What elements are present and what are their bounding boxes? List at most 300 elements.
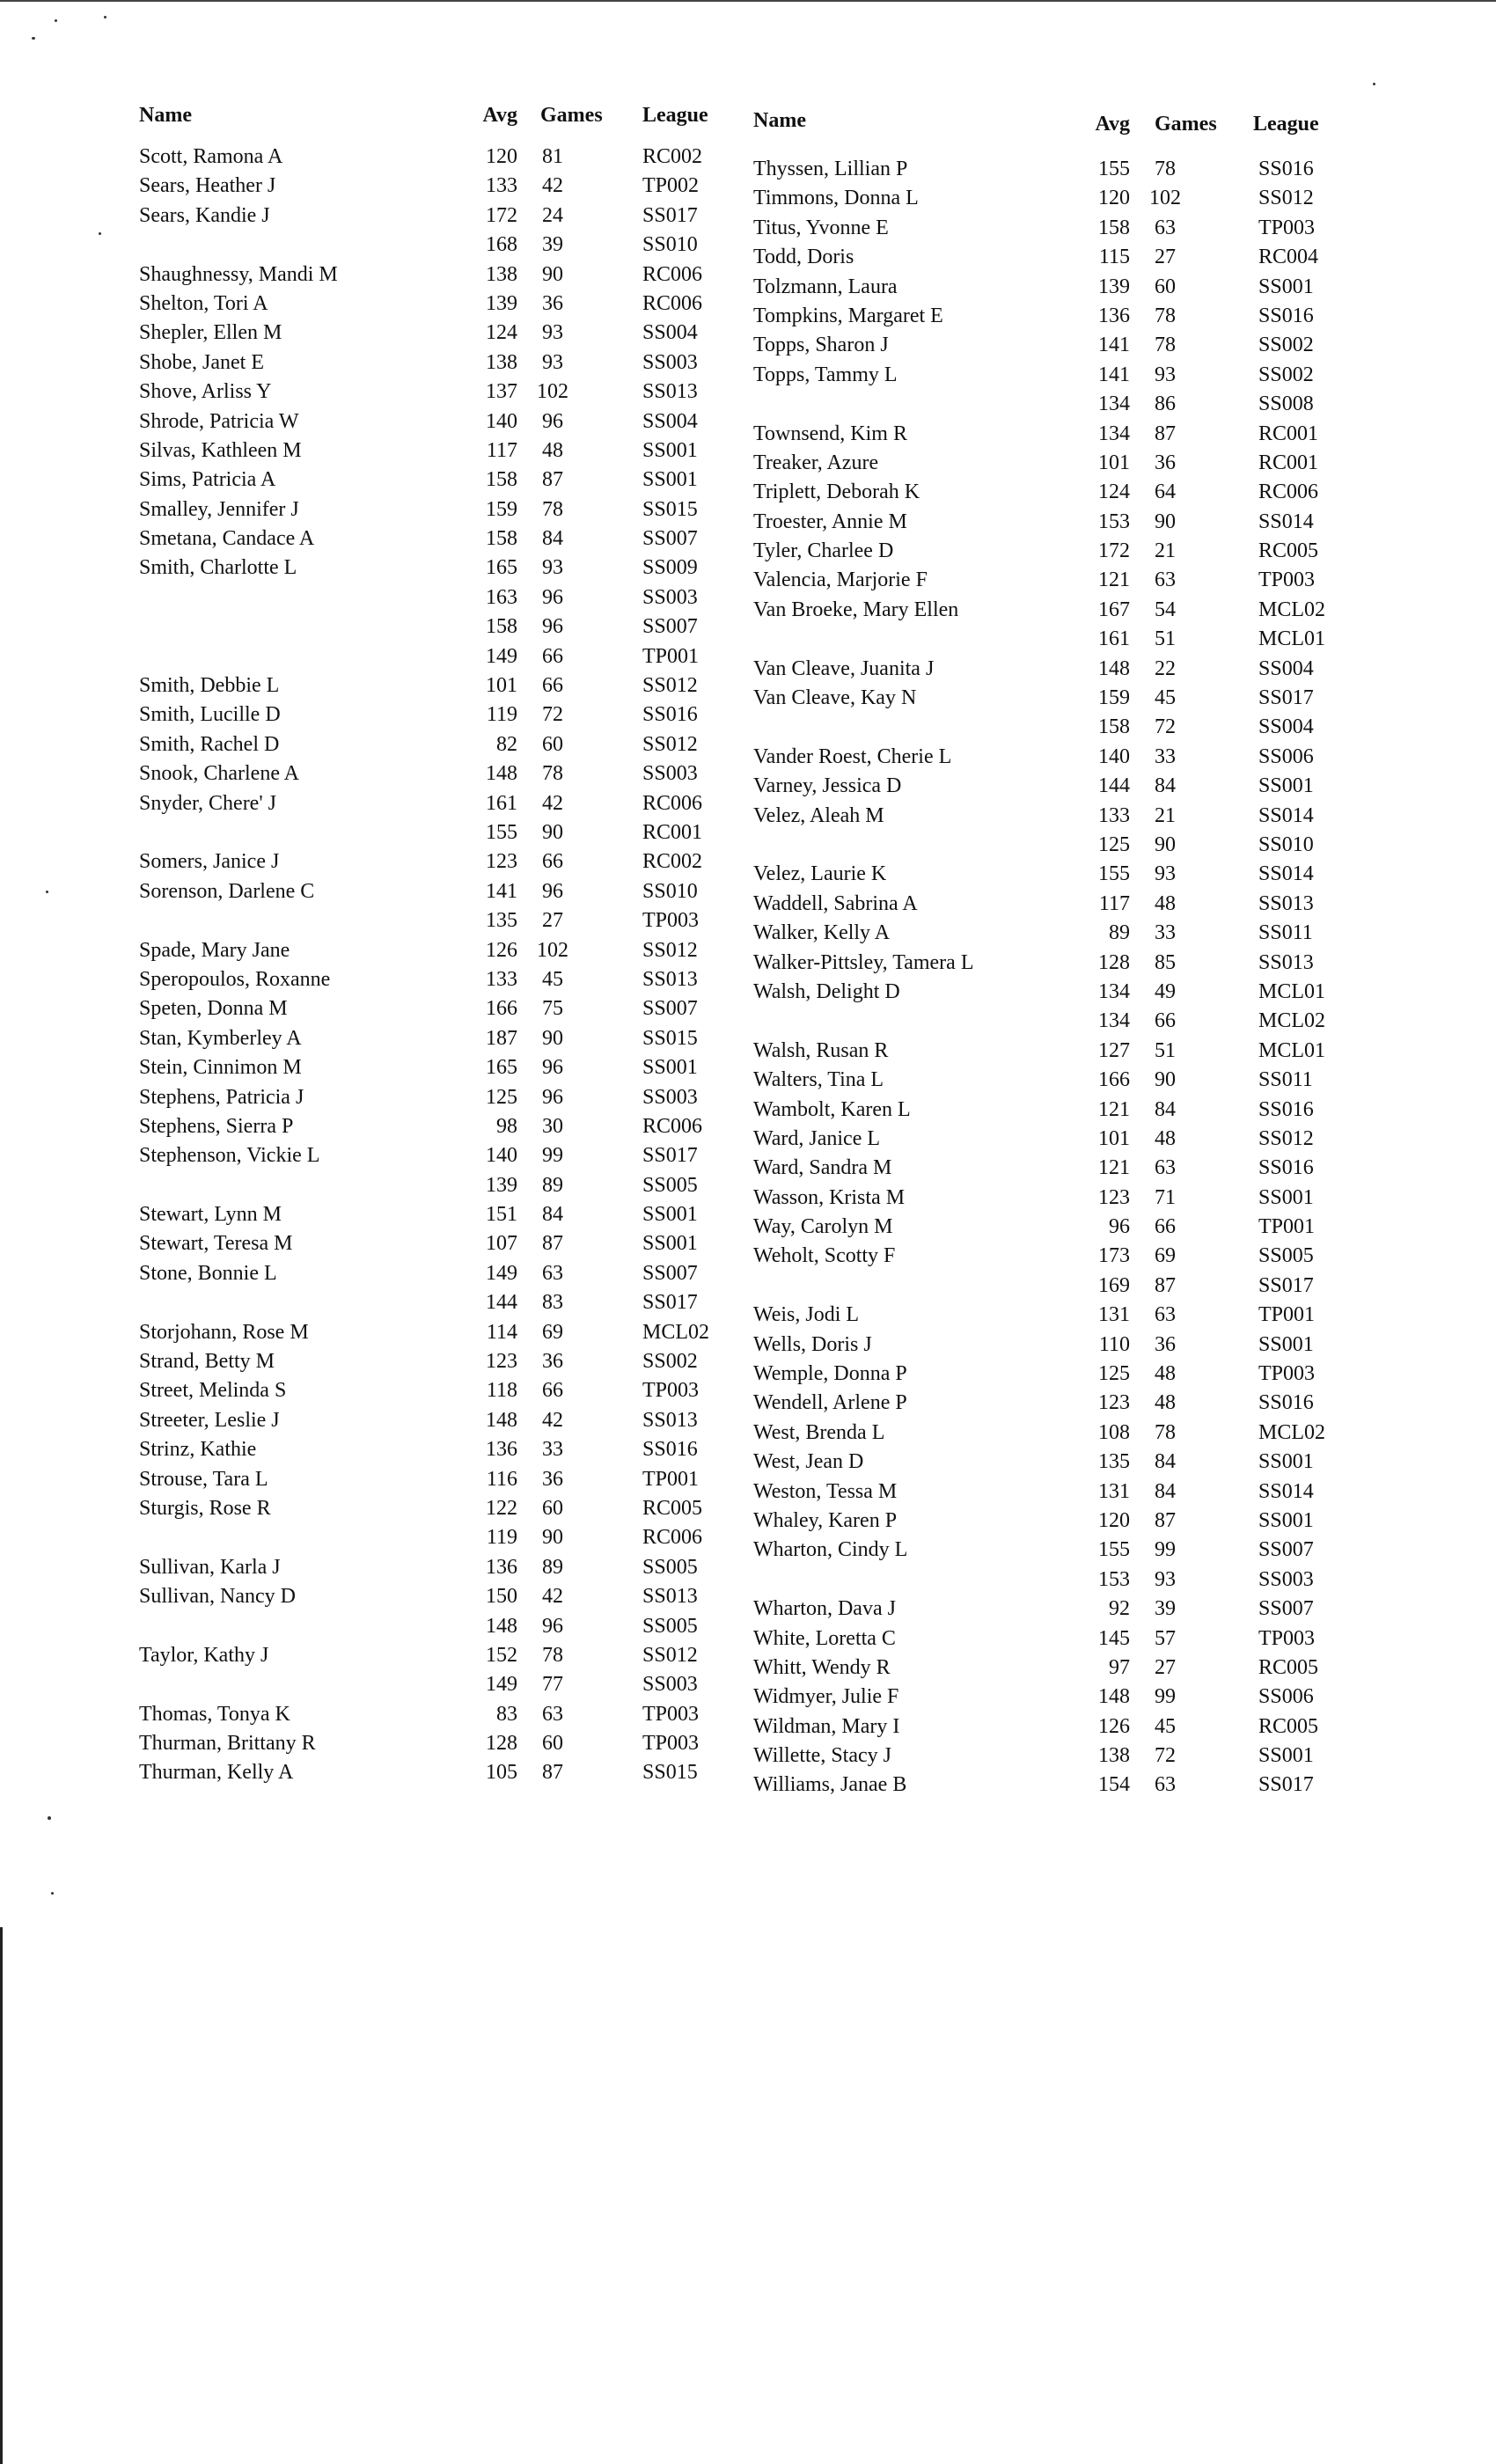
bowler-games: 64 bbox=[1155, 480, 1176, 504]
bowler-name: Wambolt, Karen L bbox=[753, 1097, 911, 1121]
bowler-name: Van Broeke, Mary Ellen bbox=[753, 598, 959, 621]
bowler-name: Van Cleave, Kay N bbox=[753, 686, 917, 710]
bowler-avg: 161 bbox=[486, 791, 517, 815]
bowler-name: Treaker, Azure bbox=[753, 451, 879, 474]
bowler-avg: 168 bbox=[486, 233, 517, 257]
bowler-name: Topps, Tammy L bbox=[753, 363, 898, 386]
bowler-avg: 153 bbox=[1098, 1567, 1130, 1591]
bowler-avg: 126 bbox=[1098, 1714, 1130, 1738]
bowler-name: Ward, Sandra M bbox=[753, 1156, 892, 1180]
bowler-league: SS016 bbox=[1258, 304, 1314, 327]
bowler-avg: 155 bbox=[1098, 862, 1130, 886]
bowler-games: 96 bbox=[542, 585, 563, 609]
bowler-league: RC006 bbox=[642, 291, 703, 315]
bowler-league: TP001 bbox=[1258, 1215, 1316, 1239]
bowler-games: 48 bbox=[1155, 891, 1176, 915]
bowler-name: Titus, Yvonne E bbox=[753, 216, 889, 239]
bowler-games: 66 bbox=[1155, 1009, 1176, 1033]
bowler-league: MCL02 bbox=[1258, 1009, 1326, 1033]
bowler-league: SS008 bbox=[1258, 392, 1314, 416]
bowler-avg: 148 bbox=[1098, 1685, 1130, 1709]
bowler-games: 66 bbox=[542, 850, 563, 874]
bowler-name: Thyssen, Lillian P bbox=[753, 158, 908, 180]
bowler-league: SS006 bbox=[1258, 1685, 1314, 1709]
bowler-name: Van Cleave, Juanita J bbox=[753, 656, 935, 680]
bowler-avg: 139 bbox=[486, 291, 517, 315]
bowler-avg: 138 bbox=[486, 262, 517, 286]
bowler-name: Smetana, Candace A bbox=[139, 527, 315, 551]
bowler-name: Tolzmann, Laura bbox=[753, 275, 898, 298]
bowler-name: Sims, Patricia A bbox=[139, 468, 276, 492]
bowler-avg: 172 bbox=[486, 203, 517, 227]
bowler-name: Shrode, Patricia W bbox=[139, 409, 299, 433]
bowler-league: SS007 bbox=[642, 997, 698, 1021]
bowler-league: SS001 bbox=[1258, 1185, 1314, 1209]
bowler-league: SS005 bbox=[642, 1614, 698, 1638]
bowler-name: Snyder, Chere' J bbox=[139, 791, 276, 815]
bowler-league: TP001 bbox=[642, 1467, 700, 1491]
bowler-games: 63 bbox=[542, 1702, 563, 1726]
bowler-avg: 120 bbox=[1098, 1508, 1130, 1532]
bowler-avg: 119 bbox=[486, 1526, 517, 1550]
bowler-name: Sears, Heather J bbox=[139, 174, 276, 198]
bowler-league: SS016 bbox=[1258, 1391, 1314, 1415]
bowler-league: TP002 bbox=[642, 174, 700, 198]
bowler-league: SS001 bbox=[642, 468, 698, 492]
bowler-avg: 139 bbox=[1098, 275, 1130, 298]
bowler-games: 93 bbox=[1155, 862, 1176, 886]
bowler-avg: 123 bbox=[1098, 1391, 1130, 1415]
bowler-games: 102 bbox=[537, 380, 568, 404]
bowler-avg: 131 bbox=[1098, 1303, 1130, 1327]
bowler-league: SS012 bbox=[642, 1643, 698, 1667]
header-avg: Avg bbox=[1095, 113, 1130, 136]
bowler-games: 90 bbox=[542, 1026, 563, 1050]
bowler-league: SS014 bbox=[1258, 1479, 1314, 1503]
bowler-name: Walsh, Delight D bbox=[753, 979, 900, 1003]
bowler-avg: 148 bbox=[486, 1614, 517, 1638]
bowler-games: 36 bbox=[542, 291, 563, 315]
bowler-league: TP003 bbox=[1258, 1626, 1316, 1650]
bowler-games: 96 bbox=[542, 1056, 563, 1080]
bowler-name: Shobe, Janet E bbox=[139, 350, 264, 374]
bowler-league: SS012 bbox=[642, 674, 698, 698]
bowler-league: RC001 bbox=[642, 820, 703, 844]
bowler-games: 90 bbox=[1155, 1068, 1176, 1092]
bowler-name: Stein, Cinnimon M bbox=[139, 1056, 302, 1080]
bowler-games: 96 bbox=[542, 409, 563, 433]
bowler-name: Wells, Doris J bbox=[753, 1332, 872, 1356]
bowler-name: Widmyer, Julie F bbox=[753, 1685, 899, 1709]
bowler-league: SS016 bbox=[1258, 158, 1314, 180]
bowler-games: 27 bbox=[1155, 1655, 1176, 1679]
bowler-league: SS017 bbox=[642, 203, 698, 227]
bowler-games: 33 bbox=[1155, 744, 1176, 768]
bowler-name: Thurman, Kelly A bbox=[139, 1761, 294, 1785]
bowler-name: Topps, Sharon J bbox=[753, 334, 889, 357]
bowler-avg: 83 bbox=[496, 1702, 517, 1726]
bowler-league: SS007 bbox=[642, 1261, 698, 1285]
bowler-league: SS016 bbox=[1258, 1097, 1314, 1121]
bowler-name: Vander Roest, Cherie L bbox=[753, 744, 952, 768]
bowler-games: 93 bbox=[542, 350, 563, 374]
bowler-avg: 131 bbox=[1098, 1479, 1130, 1503]
bowler-games: 99 bbox=[1155, 1538, 1176, 1562]
bowler-avg: 161 bbox=[1098, 627, 1130, 651]
bowler-avg: 122 bbox=[486, 1496, 517, 1520]
bowler-avg: 98 bbox=[496, 1114, 517, 1138]
bowler-league: SS011 bbox=[1258, 921, 1313, 945]
bowler-games: 84 bbox=[542, 527, 563, 551]
bowler-name: Stephenson, Vickie L bbox=[139, 1144, 320, 1168]
bowler-league: SS003 bbox=[1258, 1567, 1314, 1591]
bowler-avg: 134 bbox=[1098, 392, 1130, 416]
bowler-name: Weston, Tessa M bbox=[753, 1479, 898, 1503]
bowler-league: SS007 bbox=[642, 615, 698, 639]
bowler-name: Townsend, Kim R bbox=[753, 422, 907, 445]
bowler-avg: 135 bbox=[486, 909, 517, 933]
bowler-name: Williams, Janae B bbox=[753, 1773, 907, 1797]
bowler-avg: 149 bbox=[486, 644, 517, 668]
bowler-league: TP003 bbox=[642, 1379, 700, 1403]
bowler-avg: 123 bbox=[486, 850, 517, 874]
bowler-games: 93 bbox=[1155, 363, 1176, 386]
bowler-avg: 123 bbox=[1098, 1185, 1130, 1209]
bowler-avg: 133 bbox=[486, 967, 517, 991]
bowler-avg: 96 bbox=[1109, 1215, 1130, 1239]
bowler-league: SS012 bbox=[642, 938, 698, 962]
bowler-league: SS012 bbox=[1258, 1126, 1314, 1150]
bowler-league: SS002 bbox=[1258, 363, 1314, 386]
bowler-games: 93 bbox=[1155, 1567, 1176, 1591]
bowler-games: 39 bbox=[542, 233, 563, 257]
bowler-games: 96 bbox=[542, 1614, 563, 1638]
bowler-name: Speropoulos, Roxanne bbox=[139, 967, 331, 991]
bowler-name: Smith, Lucille D bbox=[139, 703, 281, 727]
bowler-league: SS003 bbox=[642, 1673, 698, 1697]
bowler-league: SS001 bbox=[1258, 1450, 1314, 1474]
bowler-league: SS009 bbox=[642, 556, 698, 580]
bowler-league: SS010 bbox=[642, 233, 698, 257]
bowler-avg: 140 bbox=[486, 409, 517, 433]
bowler-name: West, Jean D bbox=[753, 1450, 864, 1474]
bowler-games: 87 bbox=[1155, 1508, 1176, 1532]
bowler-name: Whitt, Wendy R bbox=[753, 1655, 891, 1679]
bowler-name: Varney, Jessica D bbox=[753, 774, 902, 798]
bowler-avg: 167 bbox=[1098, 598, 1130, 621]
bowler-avg: 148 bbox=[486, 762, 517, 786]
bowler-league: MCL01 bbox=[1258, 627, 1326, 651]
bowler-avg: 134 bbox=[1098, 979, 1130, 1003]
bowler-league: SS006 bbox=[1258, 744, 1314, 768]
bowler-name: Sorenson, Darlene C bbox=[139, 879, 315, 903]
bowler-games: 83 bbox=[542, 1291, 563, 1315]
bowler-avg: 121 bbox=[1098, 1097, 1130, 1121]
bowler-games: 30 bbox=[542, 1114, 563, 1138]
bowler-avg: 133 bbox=[1098, 803, 1130, 827]
bowler-league: SS017 bbox=[1258, 686, 1314, 710]
bowler-name: Triplett, Deborah K bbox=[753, 480, 920, 504]
bowler-league: TP003 bbox=[642, 909, 700, 933]
bowler-avg: 169 bbox=[1098, 1273, 1130, 1297]
bowler-games: 84 bbox=[1155, 1097, 1176, 1121]
bowler-avg: 97 bbox=[1109, 1655, 1130, 1679]
bowler-league: RC002 bbox=[642, 850, 703, 874]
bowler-games: 48 bbox=[1155, 1362, 1176, 1386]
bowler-games: 96 bbox=[542, 1085, 563, 1109]
bowler-name: Walsh, Rusan R bbox=[753, 1038, 889, 1062]
bowler-league: SS013 bbox=[1258, 891, 1314, 915]
bowler-league: SS012 bbox=[642, 732, 698, 756]
bowler-name: Ward, Janice L bbox=[753, 1126, 880, 1150]
bowler-games: 60 bbox=[1155, 275, 1176, 298]
bowler-games: 22 bbox=[1155, 656, 1176, 680]
bowler-name: Smith, Debbie L bbox=[139, 674, 280, 698]
bowler-name: Way, Carolyn M bbox=[753, 1215, 893, 1239]
bowler-games: 90 bbox=[1155, 832, 1176, 856]
bowler-games: 54 bbox=[1155, 598, 1176, 621]
bowler-avg: 120 bbox=[486, 145, 517, 168]
bowler-league: SS011 bbox=[1258, 1068, 1313, 1092]
bowler-games: 63 bbox=[1155, 1156, 1176, 1180]
scan-edge-mark bbox=[0, 1927, 3, 2464]
bowler-league: SS001 bbox=[1258, 1744, 1314, 1768]
bowler-avg: 136 bbox=[486, 1555, 517, 1579]
bowler-avg: 165 bbox=[486, 556, 517, 580]
bowler-games: 42 bbox=[542, 174, 563, 198]
bowler-league: RC005 bbox=[642, 1496, 703, 1520]
bowler-avg: 125 bbox=[1098, 1362, 1130, 1386]
bowler-name: Velez, Laurie K bbox=[753, 862, 887, 886]
bowler-avg: 165 bbox=[486, 1056, 517, 1080]
bowler-games: 78 bbox=[542, 762, 563, 786]
bowler-league: SS001 bbox=[1258, 1508, 1314, 1532]
bowler-name: Smith, Charlotte L bbox=[139, 556, 297, 580]
bowler-name: Willette, Stacy J bbox=[753, 1744, 891, 1768]
bowler-games: 48 bbox=[1155, 1391, 1176, 1415]
bowler-avg: 150 bbox=[486, 1585, 517, 1609]
bowler-games: 87 bbox=[542, 1761, 563, 1785]
bowler-name: Stewart, Teresa M bbox=[139, 1232, 293, 1256]
bowler-games: 48 bbox=[542, 438, 563, 462]
bowler-name: Sears, Kandie J bbox=[139, 203, 270, 227]
bowler-name: Timmons, Donna L bbox=[753, 187, 919, 210]
bowler-name: Street, Melinda S bbox=[139, 1379, 287, 1403]
bowler-league: TP003 bbox=[1258, 568, 1316, 592]
bowler-league: SS005 bbox=[642, 1555, 698, 1579]
bowler-games: 102 bbox=[537, 938, 568, 962]
bowler-league: SS016 bbox=[642, 1438, 698, 1462]
bowler-games: 99 bbox=[1155, 1685, 1176, 1709]
bowler-league: TP001 bbox=[642, 644, 700, 668]
bowler-league: SS007 bbox=[1258, 1597, 1314, 1621]
bowler-games: 66 bbox=[542, 1379, 563, 1403]
bowler-avg: 116 bbox=[486, 1467, 517, 1491]
bowler-league: SS016 bbox=[1258, 1156, 1314, 1180]
bowler-games: 84 bbox=[1155, 1450, 1176, 1474]
bowler-avg: 89 bbox=[1109, 921, 1130, 945]
bowler-games: 33 bbox=[542, 1438, 563, 1462]
bowler-league: SS003 bbox=[642, 585, 698, 609]
bowler-name: White, Loretta C bbox=[753, 1626, 896, 1650]
bowler-league: SS004 bbox=[642, 409, 698, 433]
bowler-avg: 128 bbox=[486, 1732, 517, 1756]
bowler-league: SS014 bbox=[1258, 803, 1314, 827]
bowler-name: Streeter, Leslie J bbox=[139, 1408, 280, 1432]
bowler-name: Wharton, Cindy L bbox=[753, 1538, 908, 1562]
bowler-league: RC006 bbox=[642, 1526, 703, 1550]
bowler-name: Waddell, Sabrina A bbox=[753, 891, 918, 915]
bowler-league: RC001 bbox=[1258, 422, 1319, 445]
bowler-league: MCL02 bbox=[1258, 1420, 1326, 1444]
header-games: Games bbox=[1155, 113, 1217, 136]
bowler-avg: 92 bbox=[1109, 1597, 1130, 1621]
bowler-avg: 151 bbox=[486, 1203, 517, 1227]
bowler-avg: 141 bbox=[1098, 334, 1130, 357]
bowler-avg: 118 bbox=[486, 1379, 517, 1403]
bowler-avg: 117 bbox=[1098, 891, 1130, 915]
bowler-avg: 124 bbox=[1098, 480, 1130, 504]
bowler-league: TP001 bbox=[1258, 1303, 1316, 1327]
bowler-games: 84 bbox=[542, 1203, 563, 1227]
bowler-league: RC006 bbox=[1258, 480, 1319, 504]
bowler-avg: 138 bbox=[486, 350, 517, 374]
bowler-avg: 158 bbox=[1098, 216, 1130, 239]
bowler-league: SS003 bbox=[642, 350, 698, 374]
bowler-games: 90 bbox=[1155, 510, 1176, 533]
bowler-avg: 141 bbox=[1098, 363, 1130, 386]
page-top-edge bbox=[0, 0, 1496, 2]
bowler-games: 60 bbox=[542, 732, 563, 756]
bowler-name: Shaughnessy, Mandi M bbox=[139, 262, 338, 286]
bowler-avg: 154 bbox=[1098, 1773, 1130, 1797]
bowler-name: Stan, Kymberley A bbox=[139, 1026, 302, 1050]
bowler-avg: 187 bbox=[486, 1026, 517, 1050]
bowler-league: SS001 bbox=[642, 1203, 698, 1227]
bowler-name: Smalley, Jennifer J bbox=[139, 497, 299, 521]
header-league: League bbox=[642, 104, 708, 127]
bowler-games: 87 bbox=[542, 468, 563, 492]
bowler-avg: 172 bbox=[1098, 539, 1130, 563]
bowler-league: SS015 bbox=[642, 1761, 698, 1785]
bowler-games: 78 bbox=[1155, 158, 1176, 180]
bowler-name: Wendell, Arlene P bbox=[753, 1391, 907, 1415]
bowler-league: RC005 bbox=[1258, 1714, 1319, 1738]
bowler-avg: 140 bbox=[486, 1144, 517, 1168]
bowler-name: Stephens, Sierra P bbox=[139, 1114, 294, 1138]
bowler-league: SS001 bbox=[642, 438, 698, 462]
bowler-league: SS013 bbox=[642, 967, 698, 991]
bowler-league: RC006 bbox=[642, 262, 703, 286]
bowler-name: Thurman, Brittany R bbox=[139, 1732, 316, 1756]
bowler-games: 51 bbox=[1155, 1038, 1176, 1062]
bowler-avg: 159 bbox=[1098, 686, 1130, 710]
bowler-league: RC001 bbox=[1258, 451, 1319, 474]
bowler-avg: 120 bbox=[1098, 187, 1130, 210]
bowler-name: Strouse, Tara L bbox=[139, 1467, 268, 1491]
bowler-league: SS001 bbox=[642, 1056, 698, 1080]
bowler-avg: 119 bbox=[486, 703, 517, 727]
bowler-games: 93 bbox=[542, 556, 563, 580]
bowler-games: 27 bbox=[1155, 246, 1176, 269]
bowler-games: 81 bbox=[542, 145, 563, 168]
bowler-avg: 158 bbox=[486, 615, 517, 639]
bowler-avg: 101 bbox=[1098, 451, 1130, 474]
bowler-games: 89 bbox=[542, 1555, 563, 1579]
bowler-name: Strand, Betty M bbox=[139, 1350, 275, 1374]
bowler-league: SS017 bbox=[642, 1144, 698, 1168]
bowler-league: MCL01 bbox=[1258, 979, 1326, 1003]
bowler-name: Todd, Doris bbox=[753, 246, 854, 269]
bowler-games: 102 bbox=[1149, 187, 1181, 210]
bowler-avg: 135 bbox=[1098, 1450, 1130, 1474]
bowler-games: 45 bbox=[1155, 1714, 1176, 1738]
bowler-games: 51 bbox=[1155, 627, 1176, 651]
bowler-league: SS013 bbox=[642, 380, 698, 404]
bowler-avg: 144 bbox=[1098, 774, 1130, 798]
bowler-avg: 155 bbox=[1098, 1538, 1130, 1562]
bowler-name: Valencia, Marjorie F bbox=[753, 568, 928, 592]
bowler-name: Wharton, Dava J bbox=[753, 1597, 896, 1621]
bowler-league: RC006 bbox=[642, 1114, 703, 1138]
bowler-league: SS001 bbox=[1258, 275, 1314, 298]
bowler-name: Stone, Bonnie L bbox=[139, 1261, 277, 1285]
bowler-games: 72 bbox=[542, 703, 563, 727]
bowler-avg: 173 bbox=[1098, 1244, 1130, 1268]
bowler-name: Sullivan, Nancy D bbox=[139, 1585, 296, 1609]
bowler-games: 78 bbox=[542, 1643, 563, 1667]
bowler-games: 63 bbox=[1155, 216, 1176, 239]
bowler-league: MCL01 bbox=[1258, 1038, 1326, 1062]
bowler-games: 69 bbox=[542, 1320, 563, 1344]
bowler-name: Somers, Janice J bbox=[139, 850, 280, 874]
bowler-avg: 133 bbox=[486, 174, 517, 198]
bowler-avg: 126 bbox=[486, 938, 517, 962]
bowler-avg: 148 bbox=[486, 1408, 517, 1432]
bowler-avg: 166 bbox=[1098, 1068, 1130, 1092]
bowler-games: 63 bbox=[542, 1261, 563, 1285]
bowler-name: Walters, Tina L bbox=[753, 1068, 884, 1092]
bowler-avg: 137 bbox=[486, 380, 517, 404]
bowler-avg: 158 bbox=[486, 468, 517, 492]
bowler-avg: 82 bbox=[496, 732, 517, 756]
bowler-name: Taylor, Kathy J bbox=[139, 1643, 269, 1667]
bowler-games: 36 bbox=[1155, 1332, 1176, 1356]
bowler-name: Snook, Charlene A bbox=[139, 762, 299, 786]
bowler-games: 75 bbox=[542, 997, 563, 1021]
bowler-name: Weholt, Scotty F bbox=[753, 1244, 896, 1268]
bowler-name: Shove, Arliss Y bbox=[139, 380, 272, 404]
bowler-avg: 145 bbox=[1098, 1626, 1130, 1650]
bowler-avg: 134 bbox=[1098, 1009, 1130, 1033]
bowler-games: 36 bbox=[1155, 451, 1176, 474]
header-avg: Avg bbox=[482, 104, 517, 127]
bowler-avg: 152 bbox=[486, 1643, 517, 1667]
bowler-name: West, Brenda L bbox=[753, 1420, 885, 1444]
bowler-avg: 163 bbox=[486, 585, 517, 609]
bowler-games: 78 bbox=[1155, 304, 1176, 327]
bowler-avg: 141 bbox=[486, 879, 517, 903]
bowler-avg: 124 bbox=[486, 321, 517, 345]
bowler-avg: 128 bbox=[1098, 950, 1130, 974]
bowler-league: MCL02 bbox=[642, 1320, 710, 1344]
bowler-avg: 134 bbox=[1098, 422, 1130, 445]
bowler-avg: 101 bbox=[486, 674, 517, 698]
bowler-games: 96 bbox=[542, 879, 563, 903]
bowler-games: 42 bbox=[542, 791, 563, 815]
bowler-games: 78 bbox=[1155, 334, 1176, 357]
header-games: Games bbox=[540, 104, 603, 127]
